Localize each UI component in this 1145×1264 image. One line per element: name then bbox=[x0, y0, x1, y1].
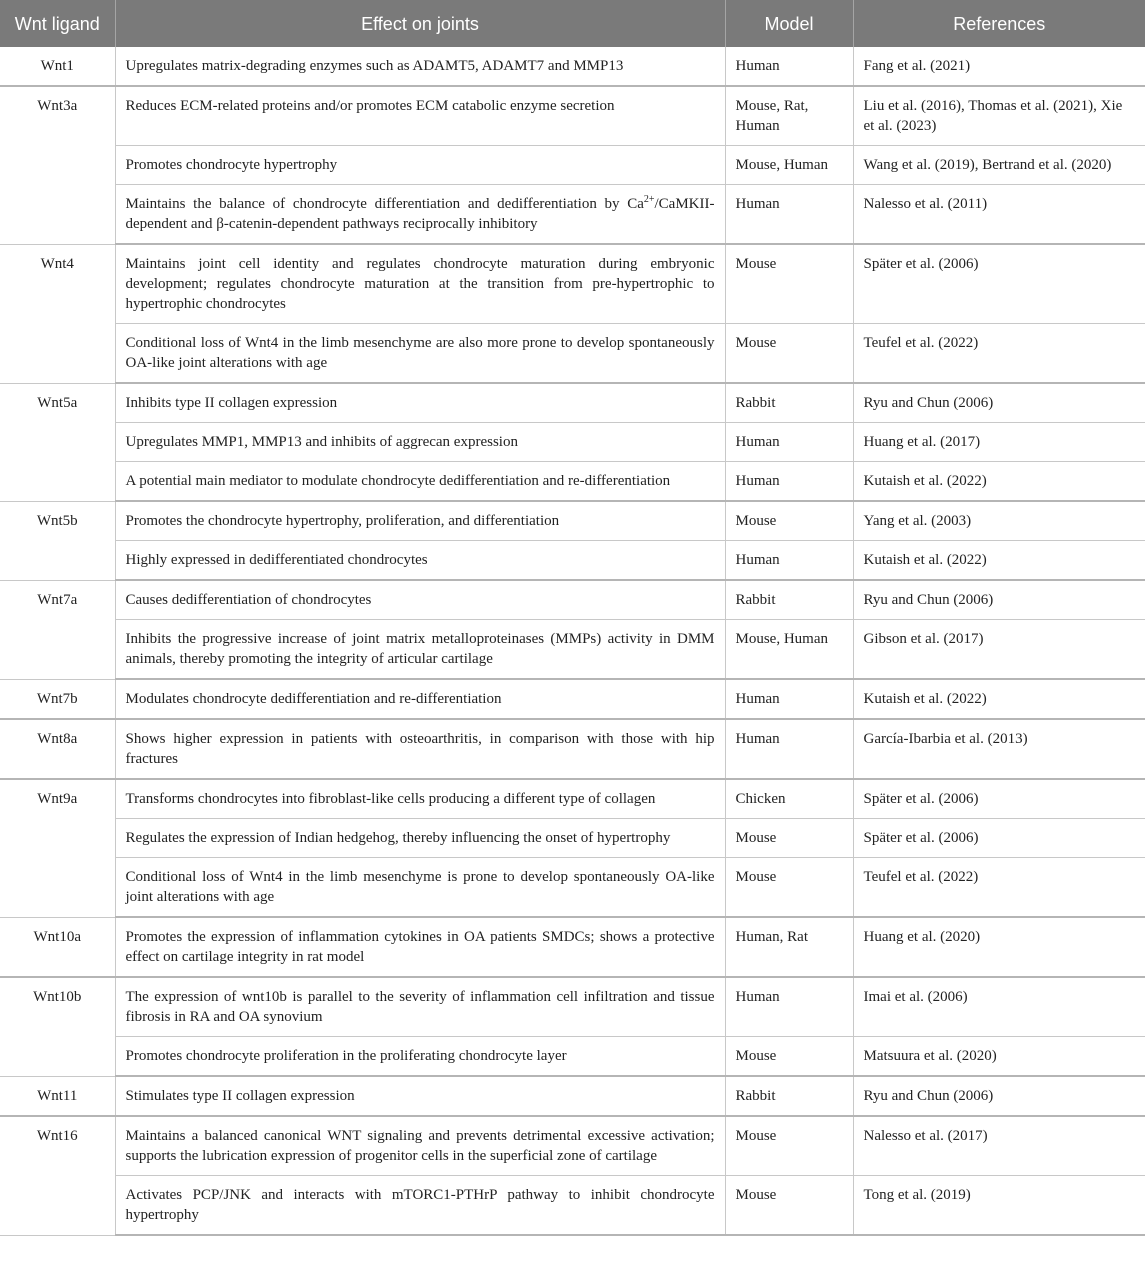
reference-cell: Später et al. (2006) bbox=[853, 244, 1145, 324]
model-cell: Mouse bbox=[725, 244, 853, 324]
effect-cell: Upregulates matrix-degrading enzymes such as ADAMT5, ADAMT7 and MMP13 bbox=[115, 47, 725, 86]
effect-cell: Stimulates type II collagen expression bbox=[115, 1076, 725, 1116]
model-cell: Chicken bbox=[725, 779, 853, 819]
reference-cell: Ryu and Chun (2006) bbox=[853, 383, 1145, 423]
effect-text-part: Maintains the balance of chondrocyte differentiation and dedifferentiation by Ca bbox=[125, 196, 644, 212]
table-row bbox=[0, 383, 1145, 423]
reference-cell: Später et al. (2006) bbox=[853, 819, 1145, 858]
effect-cell: Conditional loss of Wnt4 in the limb mesenchyme are also more prone to develop spontaneously OA-like joint alterations with age bbox=[115, 324, 725, 384]
table-row bbox=[0, 1076, 1145, 1116]
reference-cell: Huang et al. (2017) bbox=[853, 423, 1145, 462]
model-cell: Mouse bbox=[725, 1116, 853, 1176]
effect-text-part: /CaMKII-dependent and β-catenin-dependent pathways reciprocally inhibitory bbox=[125, 196, 715, 232]
reference-cell: Fang et al. (2021) bbox=[853, 47, 1145, 86]
effect-cell: Activates PCP/JNK and interacts with mTORC1-PTHrP pathway to inhibit chondrocyte hypertrophy bbox=[115, 1176, 725, 1236]
reference-cell: García-Ibarbia et al. (2013) bbox=[853, 719, 1145, 779]
effect-cell: Shows higher expression in patients with osteoarthritis, in comparison with those with hip fractures bbox=[115, 719, 725, 779]
ligand-cell: Wnt8a bbox=[0, 719, 115, 779]
table-row bbox=[0, 679, 1145, 719]
effect-cell: Causes dedifferentiation of chondrocytes bbox=[115, 580, 725, 620]
reference-cell: Teufel et al. (2022) bbox=[853, 324, 1145, 384]
reference-cell: Kutaish et al. (2022) bbox=[853, 679, 1145, 719]
table-row bbox=[0, 917, 1145, 977]
table-row bbox=[0, 1037, 1145, 1077]
effect-cell: Transforms chondrocytes into fibroblast-like cells producing a different type of collagen bbox=[115, 779, 725, 819]
table-row bbox=[0, 1176, 1145, 1236]
effect-cell: Promotes the expression of inflammation cytokines in OA patients SMDCs; shows a protective effect on cartilage integrity in rat model bbox=[115, 917, 725, 977]
reference-cell: Ryu and Chun (2006) bbox=[853, 1076, 1145, 1116]
header-effect-on-joints: Effect on joints bbox=[115, 0, 725, 47]
ligand-cell: Wnt7a bbox=[0, 580, 115, 679]
table-row bbox=[0, 977, 1145, 1037]
ligand-cell: Wnt1 bbox=[0, 47, 115, 86]
table-row bbox=[0, 501, 1145, 541]
model-cell: Mouse bbox=[725, 324, 853, 384]
effect-cell: Highly expressed in dedifferentiated chondrocytes bbox=[115, 541, 725, 581]
model-cell: Human bbox=[725, 47, 853, 86]
table-row bbox=[0, 719, 1145, 779]
effect-cell: Reduces ECM-related proteins and/or promotes ECM catabolic enzyme secretion bbox=[115, 86, 725, 146]
effect-cell: Promotes chondrocyte hypertrophy bbox=[115, 146, 725, 185]
table-row bbox=[0, 819, 1145, 858]
effect-cell bbox=[115, 185, 725, 245]
table-row bbox=[0, 779, 1145, 819]
effect-cell: Promotes the chondrocyte hypertrophy, proliferation, and differentiation bbox=[115, 501, 725, 541]
table-row bbox=[0, 1116, 1145, 1176]
header-row bbox=[0, 0, 1145, 47]
model-cell: Mouse bbox=[725, 819, 853, 858]
effect-cell: Upregulates MMP1, MMP13 and inhibits of aggrecan expression bbox=[115, 423, 725, 462]
effect-cell: A potential main mediator to modulate chondrocyte dedifferentiation and re-differentiation bbox=[115, 462, 725, 502]
table-row bbox=[0, 541, 1145, 581]
model-cell: Human bbox=[725, 679, 853, 719]
effect-cell: The expression of wnt10b is parallel to the severity of inflammation cell infiltration and tissue fibrosis in RA and OA synovium bbox=[115, 977, 725, 1037]
table-header bbox=[0, 0, 1145, 47]
reference-cell: Ryu and Chun (2006) bbox=[853, 580, 1145, 620]
model-cell: Mouse, Human bbox=[725, 146, 853, 185]
model-cell: Rabbit bbox=[725, 383, 853, 423]
effect-cell: Maintains joint cell identity and regulates chondrocyte maturation during embryonic development; regulates chondrocyte maturation at the transition from pre-hypertrophic to hypertrophic chondrocytes bbox=[115, 244, 725, 324]
reference-cell: Liu et al. (2016), Thomas et al. (2021), Xie et al. (2023) bbox=[853, 86, 1145, 146]
model-cell: Human, Rat bbox=[725, 917, 853, 977]
ligand-cell: Wnt3a bbox=[0, 86, 115, 244]
effect-cell: Inhibits type II collagen expression bbox=[115, 383, 725, 423]
header-model: Model bbox=[725, 0, 853, 47]
header-wnt-ligand: Wnt ligand bbox=[0, 0, 115, 47]
table-row bbox=[0, 146, 1145, 185]
reference-cell: Matsuura et al. (2020) bbox=[853, 1037, 1145, 1077]
reference-cell: Kutaish et al. (2022) bbox=[853, 541, 1145, 581]
model-cell: Rabbit bbox=[725, 1076, 853, 1116]
table-row bbox=[0, 462, 1145, 502]
reference-cell: Tong et al. (2019) bbox=[853, 1176, 1145, 1236]
table-body bbox=[0, 47, 1145, 1235]
reference-cell: Imai et al. (2006) bbox=[853, 977, 1145, 1037]
model-cell: Mouse, Human bbox=[725, 620, 853, 680]
reference-cell: Wang et al. (2019), Bertrand et al. (2020) bbox=[853, 146, 1145, 185]
effect-cell: Maintains a balanced canonical WNT signaling and prevents detrimental excessive activation; supports the lubrication expression of progenitor cells in the superficial zone of cartilage bbox=[115, 1116, 725, 1176]
effect-cell: Modulates chondrocyte dedifferentiation and re-differentiation bbox=[115, 679, 725, 719]
model-cell: Human bbox=[725, 541, 853, 581]
effect-cell: Regulates the expression of Indian hedgehog, thereby influencing the onset of hypertrophy bbox=[115, 819, 725, 858]
table-row bbox=[0, 185, 1145, 245]
reference-cell: Nalesso et al. (2017) bbox=[853, 1116, 1145, 1176]
model-cell: Rabbit bbox=[725, 580, 853, 620]
effect-cell: Conditional loss of Wnt4 in the limb mesenchyme is prone to develop spontaneously OA-like joint alterations with age bbox=[115, 858, 725, 918]
table-row bbox=[0, 324, 1145, 384]
reference-cell: Nalesso et al. (2011) bbox=[853, 185, 1145, 245]
table-row bbox=[0, 580, 1145, 620]
ligand-cell: Wnt10a bbox=[0, 917, 115, 977]
reference-cell: Kutaish et al. (2022) bbox=[853, 462, 1145, 502]
model-cell: Human bbox=[725, 462, 853, 502]
reference-cell: Huang et al. (2020) bbox=[853, 917, 1145, 977]
reference-cell: Teufel et al. (2022) bbox=[853, 858, 1145, 918]
superscript-charge: 2+ bbox=[643, 194, 655, 205]
model-cell: Human bbox=[725, 719, 853, 779]
reference-cell: Später et al. (2006) bbox=[853, 779, 1145, 819]
ligand-cell: Wnt9a bbox=[0, 779, 115, 917]
reference-cell: Gibson et al. (2017) bbox=[853, 620, 1145, 680]
model-cell: Mouse bbox=[725, 501, 853, 541]
ligand-cell: Wnt11 bbox=[0, 1076, 115, 1116]
ligand-cell: Wnt5a bbox=[0, 383, 115, 501]
table-row bbox=[0, 244, 1145, 324]
model-cell: Mouse bbox=[725, 858, 853, 918]
ligand-cell: Wnt16 bbox=[0, 1116, 115, 1235]
reference-cell: Yang et al. (2003) bbox=[853, 501, 1145, 541]
effect-cell: Inhibits the progressive increase of joint matrix metalloproteinases (MMPs) activity in DMM animals, thereby promoting the integrity of articular cartilage bbox=[115, 620, 725, 680]
ligand-cell: Wnt4 bbox=[0, 244, 115, 383]
table-row bbox=[0, 423, 1145, 462]
ligand-cell: Wnt5b bbox=[0, 501, 115, 580]
effect-cell: Promotes chondrocyte proliferation in the proliferating chondrocyte layer bbox=[115, 1037, 725, 1077]
table-row bbox=[0, 620, 1145, 680]
table-row bbox=[0, 858, 1145, 918]
model-cell: Human bbox=[725, 423, 853, 462]
table-row bbox=[0, 47, 1145, 86]
ligand-cell: Wnt10b bbox=[0, 977, 115, 1076]
table-row bbox=[0, 86, 1145, 146]
model-cell: Human bbox=[725, 977, 853, 1037]
header-references: References bbox=[853, 0, 1145, 47]
model-cell: Mouse, Rat, Human bbox=[725, 86, 853, 146]
model-cell: Mouse bbox=[725, 1037, 853, 1077]
model-cell: Human bbox=[725, 185, 853, 245]
model-cell: Mouse bbox=[725, 1176, 853, 1236]
ligand-cell: Wnt7b bbox=[0, 679, 115, 719]
